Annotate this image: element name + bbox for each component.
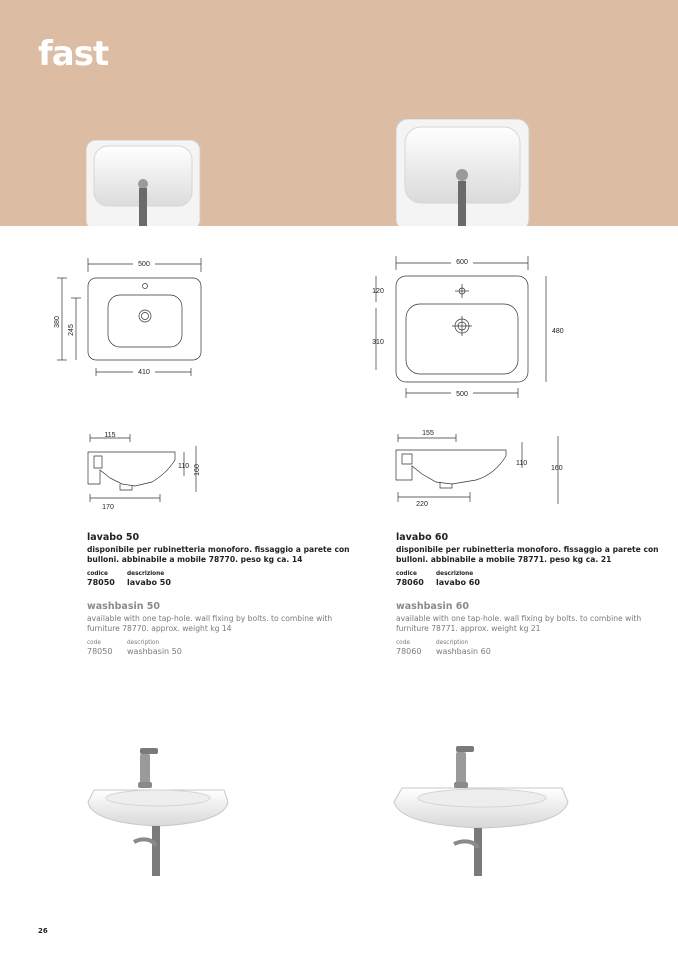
product-description-it: disponibile per rubinetteria monoforo. fissaggio a parete con bulloni. abbinabile a mobile 78770. peso kg ca. 14 — [87, 545, 350, 564]
description-label: description — [127, 640, 160, 646]
code-label: codice — [87, 571, 108, 577]
code-header-en — [396, 640, 671, 646]
product-code: 78060 — [396, 578, 424, 587]
brand-logo: fast — [38, 34, 109, 74]
code-row-it — [396, 578, 671, 587]
product-name: washbasin 50 — [127, 647, 182, 656]
code-header-en — [87, 640, 362, 646]
dim-50-inner-depth: 245 — [68, 324, 75, 336]
washbasin-60-photo-top — [396, 119, 530, 226]
drawing-50-top-view — [50, 250, 230, 385]
code-row-it — [87, 578, 362, 587]
product-description-en: available with one tap-hole. wall fixing by bolts. to combine with furniture 78771. approx. weight kg 21 — [396, 614, 642, 633]
washbasin-50-photo — [86, 742, 231, 880]
drawing-50-side-view — [80, 428, 220, 513]
dim-50-depth: 380 — [54, 316, 61, 328]
dim-60-side-bottom: 220 — [416, 501, 428, 508]
washbasin-50-photo-top — [86, 140, 201, 226]
code-row-en — [87, 647, 362, 656]
product-info-60 — [396, 532, 671, 656]
dim-60-depth: 480 — [552, 328, 564, 335]
page-number: 26 — [38, 927, 48, 935]
dim-60-lower: 310 — [372, 339, 384, 346]
product-code: 78060 — [396, 647, 422, 656]
dim-60-side-total: 160 — [551, 465, 563, 472]
description-label: descrizione — [127, 571, 165, 577]
product-name: lavabo 60 — [436, 578, 480, 587]
drawing-60-side-view — [386, 428, 566, 513]
dim-50-side-top: 115 — [104, 432, 116, 439]
dim-60-width: 600 — [456, 259, 468, 266]
product-description-it: disponibile per rubinetteria monoforo. fissaggio a parete con bulloni. abbinabile a mobile 78771. peso kg ca. 21 — [396, 545, 659, 564]
code-label: code — [396, 640, 410, 646]
description-label: descrizione — [436, 571, 474, 577]
code-header-it — [87, 571, 362, 577]
dim-50-side-bottom: 170 — [102, 504, 114, 511]
code-header-it — [396, 571, 671, 577]
drawing-60-top-view — [366, 252, 566, 402]
product-code: 78050 — [87, 578, 115, 587]
dim-60-side-top: 155 — [422, 430, 434, 437]
code-row-en — [396, 647, 671, 656]
code-label: code — [87, 640, 101, 646]
dim-60-upper: 120 — [372, 288, 384, 295]
product-title-en: washbasin 60 — [396, 601, 470, 612]
product-code: 78050 — [87, 647, 113, 656]
dim-60-side-inner: 110 — [516, 460, 528, 467]
washbasin-60-photo — [392, 742, 572, 880]
product-description-en: available with one tap-hole. wall fixing by bolts. to combine with furniture 78770. approx. weight kg 14 — [87, 614, 333, 633]
dim-50-width: 500 — [138, 261, 150, 268]
product-title-en: washbasin 50 — [87, 601, 161, 612]
dim-50-side-inner: 110 — [178, 463, 190, 470]
product-name: lavabo 50 — [127, 578, 171, 587]
dim-50-bottom-width: 410 — [138, 369, 150, 376]
product-title-it: lavabo 60 — [396, 532, 449, 543]
dim-60-bottom-width: 500 — [456, 391, 468, 398]
code-label: codice — [396, 571, 417, 577]
product-info-50 — [87, 532, 362, 656]
product-title-it: lavabo 50 — [87, 532, 140, 543]
dim-50-side-total: 160 — [194, 464, 201, 476]
description-label: description — [436, 640, 469, 646]
header-band — [0, 0, 678, 226]
product-name: washbasin 60 — [436, 647, 491, 656]
